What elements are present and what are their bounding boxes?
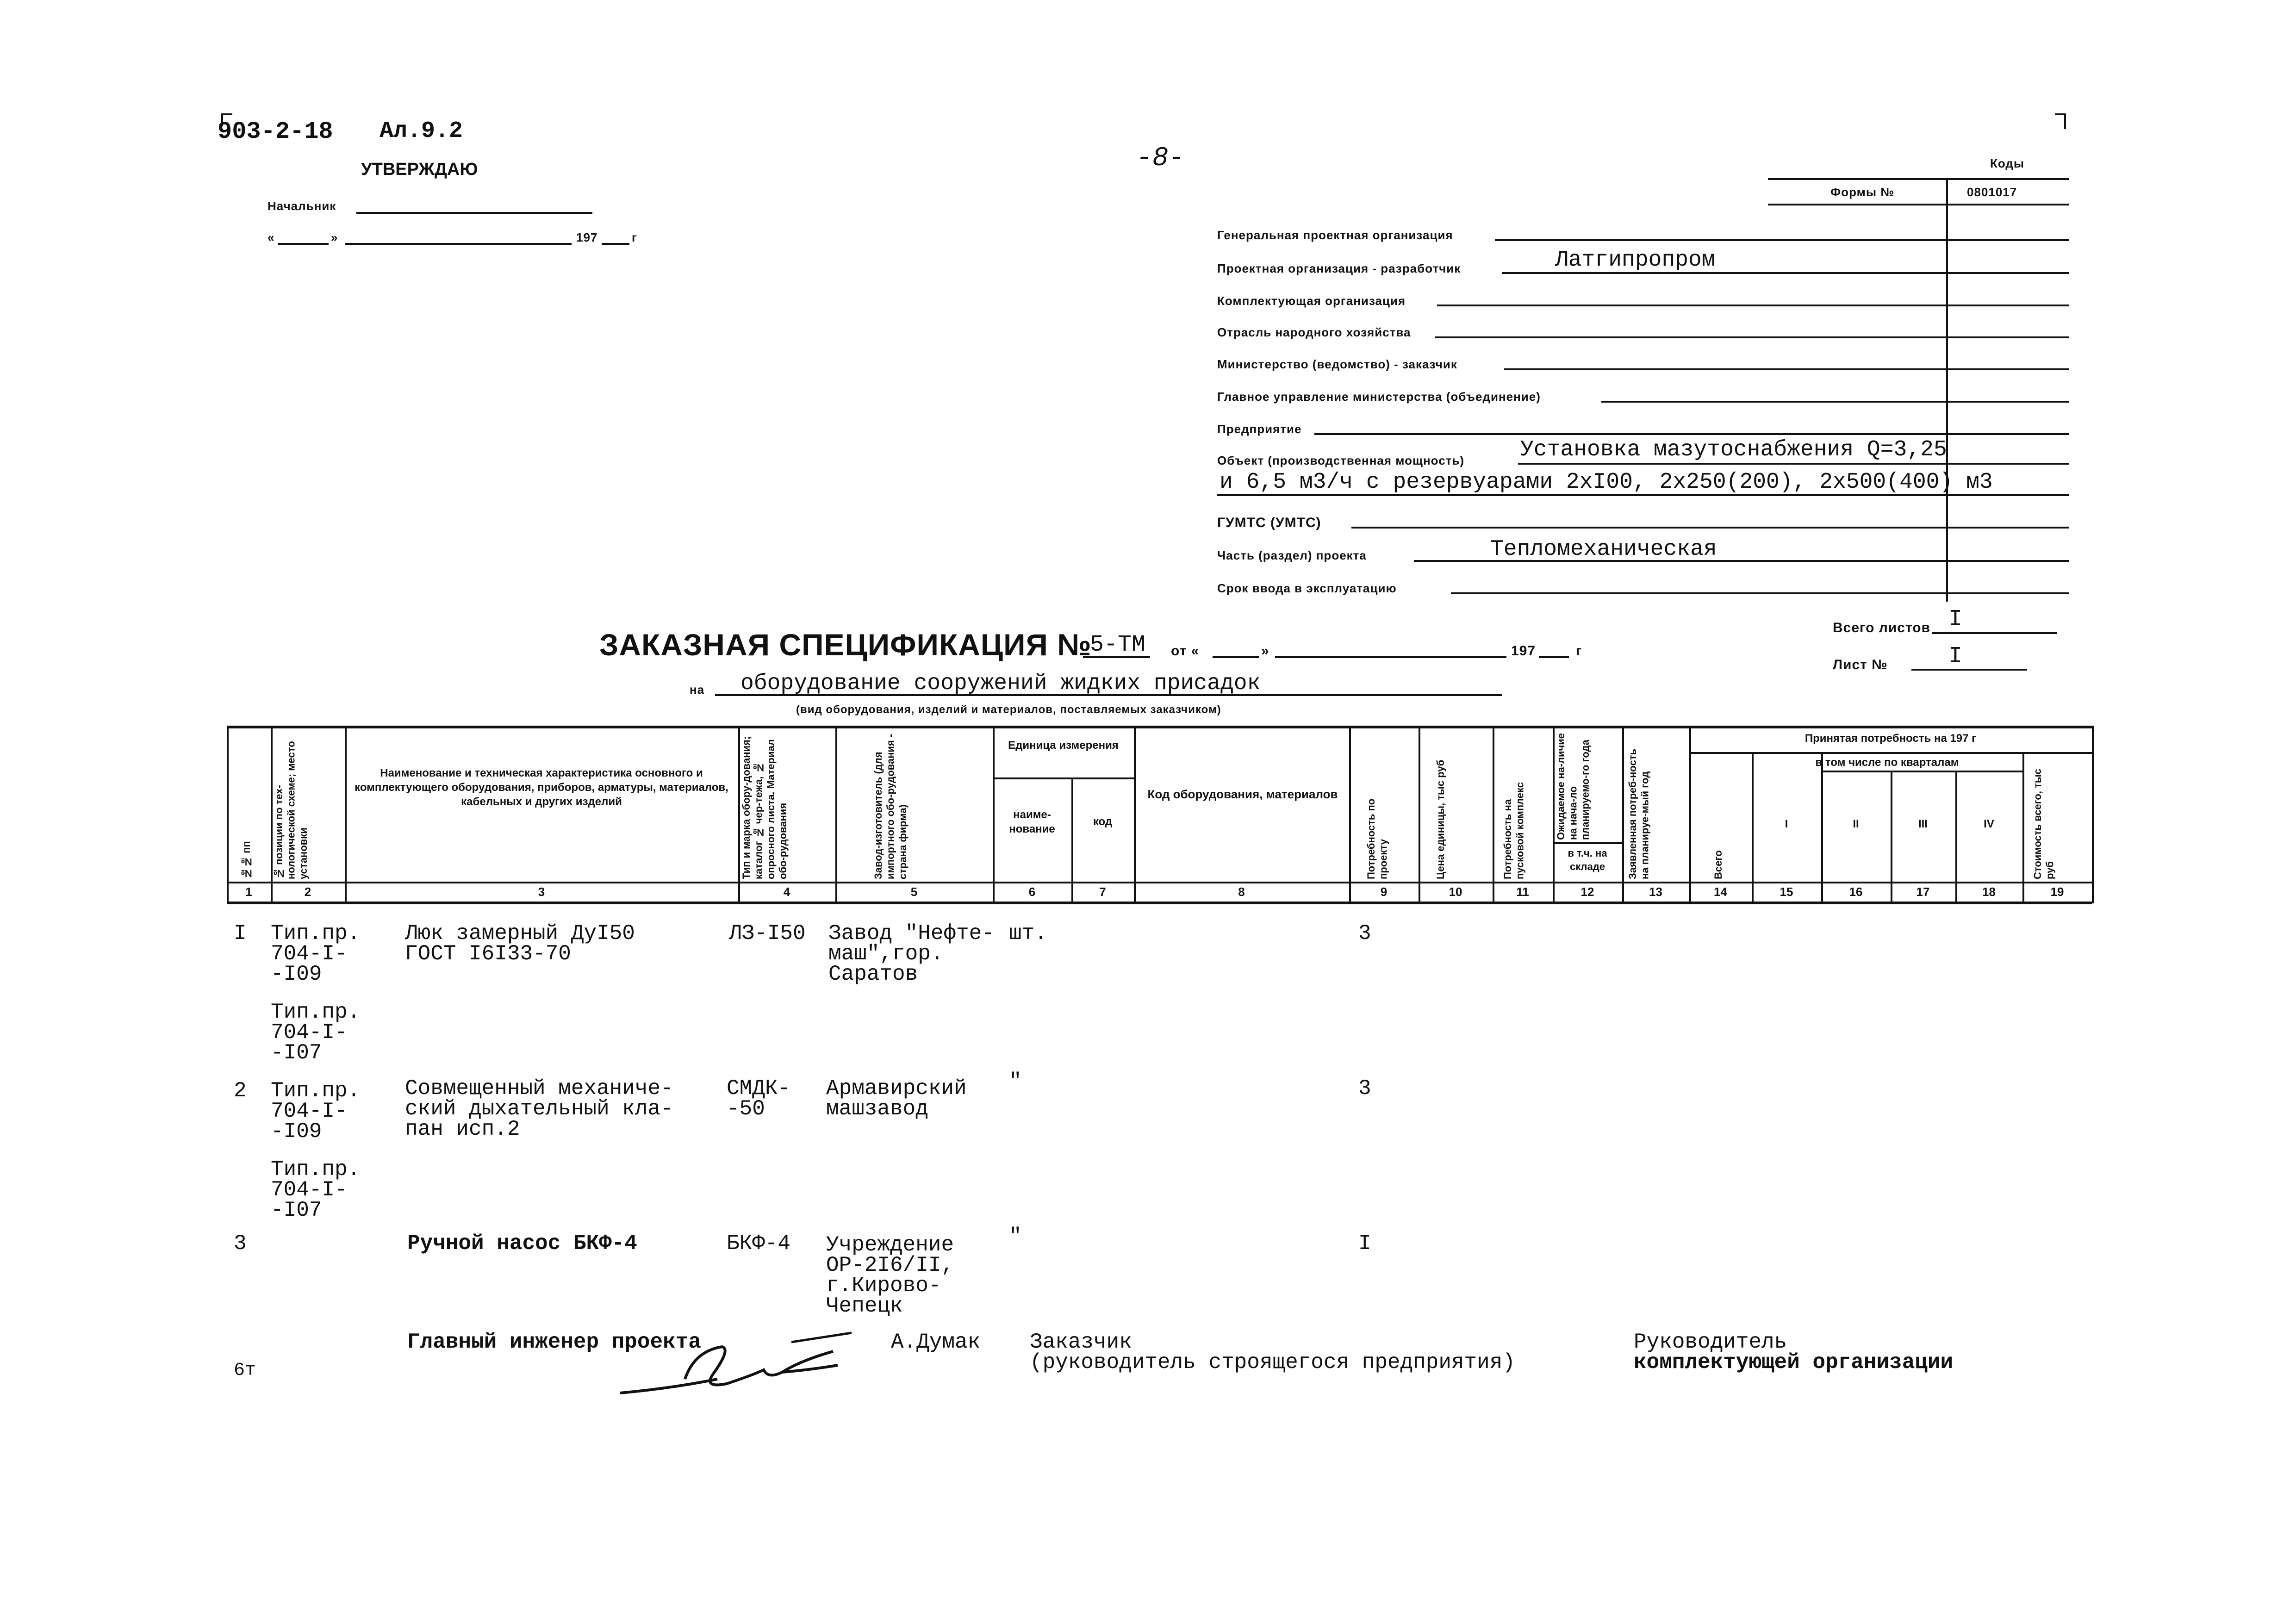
spec-number: 5-ТМ (1090, 632, 1146, 658)
spec-from-mid: » (1261, 643, 1269, 659)
total-sheets-line (1932, 632, 2057, 634)
col-number: 14 (1714, 885, 1727, 899)
col-header-in-stock: в т.ч. на складе (1568, 847, 1607, 872)
spec-on-line (715, 694, 1502, 696)
row-qty: 3 (1358, 921, 1371, 945)
col-number: 3 (538, 885, 545, 899)
row-position-alt: Тип.пр. 704-I- -I07 (271, 1000, 361, 1065)
form-code: 0801017 (1967, 185, 2017, 199)
doc-code: 903-2-18 (218, 118, 333, 145)
approve-year-suffix: г (632, 230, 637, 244)
object-value-1: Установка мазутоснабжения Q=3,25 (1520, 437, 1947, 462)
approve-month-line (345, 243, 572, 245)
row-number: 3 (234, 1231, 247, 1256)
col-header-expected: Ожидаемое на-личие на нача-ло планируемо-го года (1555, 733, 1591, 840)
spec-year-suffix: г (1576, 643, 1582, 659)
part-line (1414, 560, 2069, 562)
col-header-q1: I (1785, 818, 1788, 830)
col-header-q2: II (1853, 818, 1859, 830)
codes-column-divider (1946, 178, 1948, 602)
album-number: Ал.9.2 (380, 118, 463, 144)
approve-chief-label: Начальник (268, 199, 336, 213)
main-dept-line (1601, 401, 2069, 403)
sheet-label: Лист № (1833, 657, 1888, 672)
customer-label: Заказчик (1030, 1330, 1132, 1354)
col-number: 4 (783, 885, 790, 899)
col-number: 18 (1982, 885, 1996, 899)
spec-title: ЗАКАЗНАЯ СПЕЦИФИКАЦИЯ № (599, 628, 1092, 662)
general-org-label: Генеральная проектная организация (1217, 228, 1453, 242)
col-header-accepted-group: Принятая потребность на 197 г (1804, 732, 1977, 745)
supply-org-line (1437, 305, 2069, 306)
enterprise-line (1314, 433, 2069, 435)
row-maker: Учреждение ОР-2I6/II, г.Кирово- Чепецк (826, 1233, 954, 1318)
approve-date-open: « (268, 230, 275, 244)
approve-year-line (602, 243, 629, 245)
total-sheets-label: Всего листов (1833, 620, 1931, 635)
chief-engineer-name: А.Думак (891, 1330, 981, 1354)
form-label: Формы № (1830, 185, 1895, 199)
spec-year: 197 (1511, 643, 1536, 659)
corner-mark-right (2055, 113, 2066, 129)
row-maker: Армавирский машзавод (826, 1076, 967, 1121)
supply-org-label: Комплектующая организация (1217, 294, 1406, 308)
col-header-launch: Потребность на пусковой комплекс (1502, 782, 1526, 879)
spec-subtitle: (вид оборудования, изделий и материалов, поставляемых заказчиком) (796, 703, 1221, 716)
col-header-price: Цена единицы, тыс руб (1435, 759, 1446, 879)
row-qty: I (1358, 1231, 1371, 1256)
spec-month-line (1275, 656, 1506, 658)
col-header-unit-name: наиме-нование (1009, 808, 1055, 836)
main-dept-label: Главное управление министерства (объединение) (1217, 390, 1541, 404)
row-unit: шт. (1009, 921, 1047, 945)
col-header-type: Тип и марка обору-дования; каталог № чер-тежа, № опросного листа. Материал обо-рудования (740, 736, 789, 879)
object-line-1 (1518, 463, 2069, 465)
approve-day-line (278, 243, 329, 245)
row-name: Совмещенный механиче- ский дыхательный кла- пан исп.2 (405, 1076, 673, 1141)
gumts-label: ГУМТС (УМТС) (1217, 515, 1321, 530)
col-header-name: Наименование и техническая характеристика основного и комплектующего оборудования, приборов, арматуры, материалов, кабельных и других изделий (355, 767, 728, 808)
design-org-label: Проектная организация - разработчик (1217, 261, 1461, 275)
spec-on-label: на (690, 683, 705, 696)
spec-from: от « (1171, 643, 1200, 659)
col-header-number: №№ пп (241, 841, 252, 879)
row-unit: " (1009, 1070, 1022, 1094)
row-type: СМДК- -50 (727, 1076, 791, 1121)
col-number: 9 (1380, 885, 1388, 899)
row-position: Тип.пр. 704-I- -I09 (271, 1079, 361, 1144)
corner-mark: 6т (234, 1360, 256, 1381)
page-number: -8- (1136, 143, 1185, 174)
corner-mark-left (221, 113, 232, 126)
sheet-value: I (1948, 643, 1963, 670)
col-number: 15 (1780, 885, 1793, 899)
col-header-q3: III (1918, 818, 1928, 830)
col-header-code: Код оборудования, материалов (1147, 787, 1338, 801)
design-org-line (1502, 272, 2069, 274)
approve-date-mid: » (331, 230, 338, 244)
col-number: 2 (304, 885, 311, 899)
supplier-sub: комплектующей организации (1634, 1350, 1954, 1374)
object-value-2: и 6,5 м3/ч с резервуарами 2хI00, 2х250(200), 2х500(400) м3 (1220, 470, 1993, 495)
part-value: Тепломеханическая (1490, 537, 1717, 562)
industry-line (1435, 336, 2069, 338)
col-number: 11 (1516, 885, 1529, 899)
col-number: 7 (1099, 885, 1106, 899)
col-header-q4: IV (1984, 818, 1994, 830)
deadline-line (1451, 592, 2069, 594)
col-number: 5 (910, 885, 918, 899)
col-number: 8 (1238, 885, 1245, 899)
col-header-maker: Завод-изготовитель (для импортного обо-рудования - страна фирма) (872, 734, 908, 879)
row-unit: " (1009, 1225, 1022, 1249)
col-header-position: № позиции по тех-нологической схеме; место установки (273, 741, 309, 879)
object-label: Объект (производственная мощность) (1217, 454, 1465, 467)
supplier-head-label: Руководитель (1634, 1330, 1787, 1354)
row-position: Тип.пр. 704-I- -I09 (271, 921, 361, 986)
row-maker: Завод "Нефте- маш",гор. Саратов (828, 921, 995, 986)
total-sheets-value: I (1948, 606, 1963, 633)
col-number: 13 (1649, 885, 1662, 899)
col-number: 16 (1849, 885, 1863, 899)
approve-year: 197 (576, 230, 598, 244)
col-header-claimed: Заявленная потреб-ность на планируе-мый год (1627, 749, 1651, 879)
col-header-total: Всего (1712, 850, 1724, 879)
approve-title: УТВЕРЖДАЮ (361, 160, 478, 179)
col-number: 17 (1916, 885, 1930, 899)
codes-title: Коды (1990, 156, 2025, 170)
enterprise-label: Предприятие (1217, 422, 1302, 436)
gumts-line (1351, 527, 2069, 529)
design-org-value: Латгипропром (1555, 248, 1715, 273)
col-number: 12 (1580, 885, 1594, 899)
industry-label: Отрасль народного хозяйства (1217, 325, 1411, 339)
approve-chief-line (356, 212, 592, 214)
col-number: 6 (1028, 885, 1036, 899)
row-type: БКФ-4 (727, 1231, 791, 1256)
row-qty: 3 (1358, 1076, 1371, 1101)
row-number: I (234, 921, 247, 945)
col-header-quarter-group: в том числе по кварталам (1815, 756, 1959, 769)
col-header-cost: Стоимость всего, тыс руб (2032, 769, 2056, 879)
codes-header-line (1768, 204, 2069, 205)
row-name: Ручной насос БКФ-4 (407, 1231, 637, 1256)
row-type: ЛЗ-I50 (729, 921, 806, 945)
general-org-line (1495, 239, 2069, 241)
spec-day-line (1213, 656, 1259, 658)
spec-year-line (1539, 656, 1569, 658)
row-number: 2 (234, 1079, 247, 1103)
object-line-2 (1217, 494, 2069, 496)
col-header-unit-code: код (1093, 815, 1113, 828)
part-label: Часть (раздел) проекта (1217, 548, 1367, 562)
row-name: Люк замерный ДуI50 ГОСТ I6I33-70 (405, 921, 635, 966)
spec-number-line (1083, 656, 1150, 658)
codes-top-line (1768, 178, 2069, 180)
col-number: 10 (1449, 885, 1462, 899)
col-number: 1 (245, 885, 252, 899)
sheet-line (1911, 669, 2027, 671)
col-number: 19 (2050, 885, 2064, 899)
ministry-label: Министерство (ведомство) - заказчик (1217, 357, 1457, 371)
col-header-qty: Потребность по проекту (1365, 798, 1389, 879)
spec-on-value: оборудование сооружений жидких присадок (740, 671, 1261, 696)
col-header-unit-group: Единица измерения (1008, 739, 1119, 752)
ministry-line (1504, 368, 2069, 370)
chief-engineer-label: Главный инженер проекта (407, 1330, 701, 1354)
row-position-alt: Тип.пр. 704-I- -I07 (271, 1157, 361, 1222)
customer-sub: (руководитель строящегося предприятия) (1030, 1350, 1515, 1374)
deadline-label: Срок ввода в эксплуатацию (1217, 581, 1397, 595)
chief-engineer-signature (616, 1324, 856, 1407)
